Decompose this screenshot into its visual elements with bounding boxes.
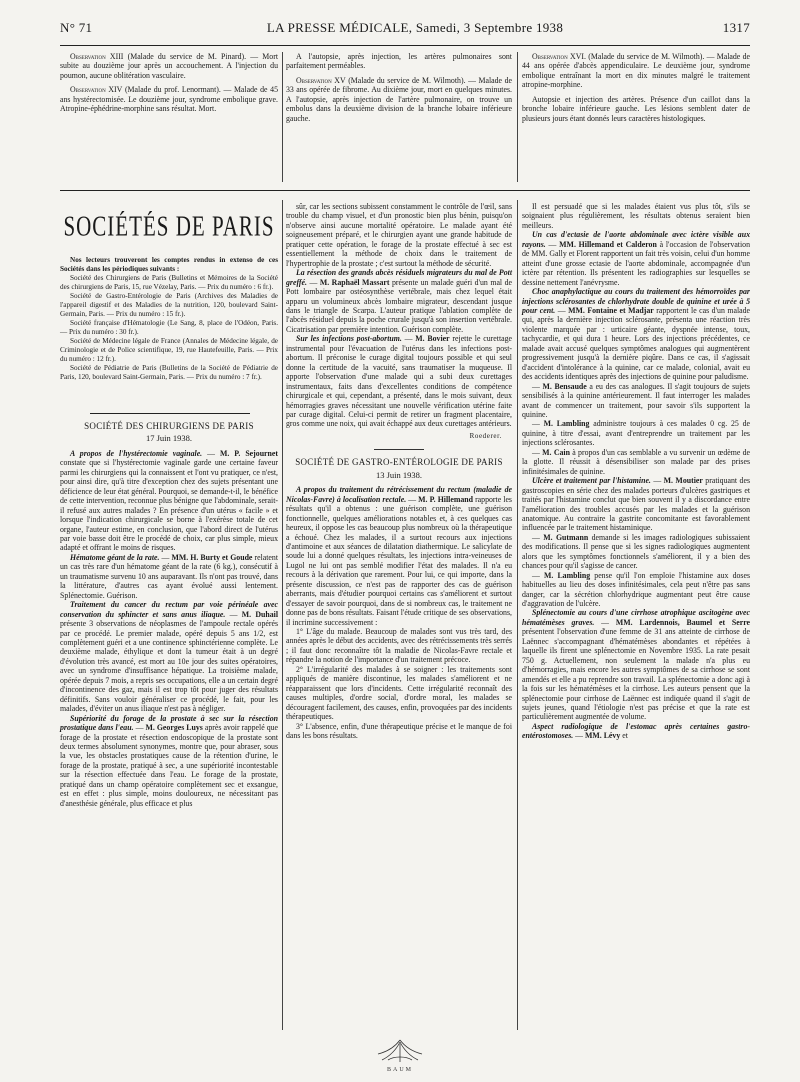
article-text: 2° L'irrégularité des malades à se soigner : les traitements sont appliqués de manière discontinue, les malades s'améliorent et ne réapparaissent que lors d'incidents. Cette irrégularité reconnaît des causes multiples, d'ordre social, d'ordre moral, les malades se découragent facilement, des causes, enfin, provoquées par des incidents thérapeutiques. bbox=[286, 664, 512, 722]
societe-entry: Société de Pédiatrie de Paris (Bulletins de la Société de Pédiatrie de Paris, 120, boulevard Saint-Germain, Paris. — Prix du numéro : 7 fr.). bbox=[60, 364, 278, 381]
societes-title: SOCIÉTÉS DE PARIS bbox=[63, 210, 275, 243]
article-text: présente 3 observations de néoplasmes de l'ampoule rectale opérés par ce procédé. Le premier malade, opéré depuis 5 ans 1/2, est complètement guéri et a une continence sphinctérienne complète. Le deuxième malade, éthylique et dont la tumeur était à un degré d'évolution très avancé, est mort au 10e jour des suites opératoires, avec un syndrome d'insuffisance hépatique. La troisième malade, opérée depuis 7 mois, a repris ses occupations, elle a un certain degré d'incontinence des gaz, mais il est trop tôt pour juger des résultats définitifs. Sans vouloir généraliser ce procédé, le fait, pour les malades, d'éviter un anus iliaque n'est pas à négliger. bbox=[60, 619, 278, 714]
gastro-title: SOCIÉTÉ DE GASTRO-ENTÉROLOGIE DE PARIS bbox=[295, 457, 503, 468]
article-text: sûr, car les sections subissent constamment le contrôle de l'œil, sans trouble du champ visuel, et d'un pronostic bien plus bénin, puisqu'on n'observe ainsi aucune mortalité opératoire. Le malade ayant été soigneusement préparé, et le chirurgien ayant une grande habitude de pratiquer cette opération, le forage de la prostate effectué à sec est essentiellement la méthode de choix dans le traitement de l'hypertrophie de la prostate ; c'est surtout la méthode de sécurité. bbox=[286, 202, 512, 268]
article-text: pense qu'il l'on emploie l'histamine aux doses habituelles au lieu des doses infinitésimales, cela peut n'être pas sans danger, car la sécrétion chlorhydrique augmentant peut être cause d'aggravation de l'ulcère. bbox=[522, 570, 750, 609]
societes-intro-text: Nos lecteurs trouveront les comptes rendus in extenso de ces Sociétés dans les périodiques suivants : bbox=[60, 256, 278, 273]
middle-column bbox=[286, 202, 512, 740]
article-heading: Sur les infections post-abortum. bbox=[296, 334, 402, 344]
article-author: M. Bensaude bbox=[542, 381, 587, 391]
article-paragraph: A propos de l'hystérectomie vaginale. — M. P. Sejournet constate que si l'hystérectomie vaginale garde une certaine faveur parmi les chirurgiens qui la connaissent et l'ont vu pratiquer, ce n'est, pour ainsi dire, qu'à titre d'exception chez des sujets présentant une déficience de leur état général. Pourquoi, se demande-t-il, le bénéfice de cette intervention, reconnue plus bénigne que l'abdominale, serait-il refusé aux autres malades ? En présence d'un utérus « facile » et lorsque l'indication chirurgicale se borne à l'exérèse totale de cet organe, l'auteur estime, en conclusion, que l'abord direct de l'utérus par voie basse doit être le procédé de choix, car plus simple, mieux adapté et offrant le moins de risques. bbox=[60, 448, 278, 553]
article-text: Il est persuadé que si les malades étaient vus plus tôt, s'ils se soignaient plus régulièrement, les résultats obtenus seraient bien meilleurs. bbox=[522, 202, 750, 230]
article-heading: Supériorité du forage de la prostate à sec sur la résection prostatique dans l'eau. bbox=[60, 713, 278, 733]
article-paragraph: A propos du traitement du rétrécissement du rectum (maladie de Nicolas-Favre) à localisation rectale. — M. P. Hillemand rapporte les résultats qu'il a obtenus : une guérison complète, une guérison fonctionnelle, quelques améliorations notables et, à ces quelques cas heureux, il oppose les cas beaucoup plus nombreux où la thérapeutique a échoué. Chez les malades, il a surtout recours aux injections d'antimoine et aux séances de dilatation diathermique. Le salicylate de soude lui a donné quelques résultats, les injections intra-veineuses de Lugol ne lui ont pas semblé modifier l'état des malades. Il n'a eu recours à la dérivation que rarement. Pour lui, ce qui importe, dans la présente discussion, ce n'est pas de rapporter des cas de guérison aberrants, mais d'étudier pourquoi certains cas s'améliorent et surtout d'essayer de savoir pourquoi, dans de si nombreux cas, le traitement ne donne pas de bons résultats. Faisant l'étude critique de ses observations, il incrimine successivement : bbox=[286, 485, 512, 627]
journal-title: LA PRESSE MÉDICALE, Samedi, 3 Septembre 1938 bbox=[266, 20, 564, 35]
article-author: M. Raphaël Massart bbox=[319, 277, 390, 287]
article-text: 3° L'absence, enfin, d'une thérapeutique précise et le manque de foi dans les bons résultats. bbox=[286, 721, 512, 741]
article-text: présentent l'observation d'une femme de 31 ans atteinte de cirrhose de Laënnec s'accompagnant d'hématémèses abondantes et répétées à laquelle ils firent une splénectomie en Novembre 1935. La rate pesait 750 g. Actuellement, non seulement la malade n'a plus eu d'hémorragies, mais encore les autres symptômes de sa cirrhose se sont amendés et elle a pu reprendre son travail. La splénectomie a donc agi à la fois sur les hématémèses et la cirrhose. Les auteurs pensent que la splénectomie pour cirrhose de Laënnec est indiquée quand il s'agit de sujets jeunes, quand l'étiologie n'est pas précise et que la rate est particulièrement augmentée de volume. bbox=[522, 627, 750, 722]
article-heading: A propos du traitement du rétrécissement du rectum (maladie de Nicolas-Favre) à localisation rectale. bbox=[286, 485, 512, 504]
societes-intro bbox=[60, 256, 278, 382]
article-text: administre toujours à ces malades 0 cg. 25 de quinine, à titre d'essai, avant d'entreprendre un traitement par les injections sclérosantes. bbox=[522, 419, 750, 448]
column-divider bbox=[282, 52, 283, 182]
article-author: M. Lambling bbox=[543, 570, 591, 580]
societe-entry: Société de Médecine légale de France (Annales de Médecine légale, de Criminologie et de Police scientifique, 19, rue Hautefeuille, Paris. — Prix du numéro : 12 fr.). bbox=[60, 337, 278, 363]
article-author: M. Bovier bbox=[415, 334, 450, 344]
article-author: M. Lambling bbox=[543, 419, 590, 429]
article-heading: La résection des grands abcès résiduels migrateurs du mal de Pott greffé. bbox=[286, 268, 512, 287]
article-paragraph: Aspect radiologique de l'estomac après certaines gastro-entérostomoses. — MM. Lévy et bbox=[522, 721, 750, 741]
article-paragraph bbox=[286, 665, 512, 722]
article-paragraph: Un cas d'ectasie de l'aorte abdominale avec ictère visible aux rayons. — MM. Hillemand et Calderon à l'occasion de l'observation de MM. Gally et Florent rapportent un fait très voisin, celui d'un homme atteint d'une grosse ectasie de l'aorte abdominale, accompagnée d'un ictère par rétention. Ils présentent les radiographies sur lesquelles se dessine nettement l'anévrysme. bbox=[522, 230, 751, 287]
article-author: M. Moutier bbox=[663, 476, 703, 486]
article-text: à propos d'un cas semblable a vu survenir un œdème de la glotte. Il réussit à désensibiliser son malade par des prises infinitésimales de quinine. bbox=[522, 447, 751, 476]
article-author: M. P. Hillemand bbox=[418, 494, 473, 504]
article-text: relatent un cas très rare d'un hématome géant de la rate (6 kg.), consécutif à un traumatisme survenu 10 ans auparavant. Ils n'ont pas trouvé, dans la littérature, d'autres cas ayant évolué aussi lentement. Splénectomie. Guérison. bbox=[60, 552, 278, 600]
page-number: 1317 bbox=[722, 20, 750, 35]
article-paragraph: Supériorité du forage de la prostate à sec sur la résection prostatique dans l'eau. — M. Georges Luys après avoir rappelé que forage de la prostate et résection endoscopique de la prostate sont deux termes absolument synonymes, montre que, pour abraser, sous la vue, les obstacles prostatiques cause de la rétention d'urine, le forage de la prostate, pratiqué à sec, a une supériorité incontestable sur la résection effectuée dans l'eau. Le forage de la prostate, pratiqué dans un champ opératoire complètement sec et exsangue, est en effet : plus simple, moins douloureux, ne nécessitant pas d'anesthésie générale, plus efficace et plus bbox=[60, 713, 279, 808]
article-heading: A propos de l'hystérectomie vaginale. bbox=[70, 448, 203, 458]
societe-entry: Société française d'Hématologie (Le Sang, 8, place de l'Odéon, Paris. — Prix du numéro : 30 fr.). bbox=[60, 319, 278, 336]
observation-paragraph bbox=[286, 52, 512, 71]
top-column-2 bbox=[286, 52, 512, 128]
column-divider bbox=[282, 200, 283, 1030]
article-author: MM. Hillemand et Calderon bbox=[559, 239, 657, 249]
observation-lead: Observation XVI bbox=[532, 52, 584, 61]
article-paragraph: — M. Bensaude a eu des cas analogues. Il s'agit toujours de sujets sensibilisés à la quinine antérieurement. Il faut interroger les malades avant de commencer un traitement, pour savoir s'ils supportent la quinine. bbox=[522, 381, 750, 419]
top-column-1 bbox=[60, 52, 278, 119]
issue-number: N° 71 bbox=[60, 20, 93, 35]
article-paragraph bbox=[286, 202, 512, 268]
observation-text: (Malade du service de M. Pinard). — Mort subite au douzième jour après un accouchement. A l'injection du poumon, aucune oblitération vasculaire. bbox=[60, 52, 278, 80]
observation-text: (Malade du prof. Lenormant). — Malade de 45 ans hystérectomisée. Le douzième jour, syndrome embolique grave. Atropine-éphédrine-morphine sans résultat. Mort. bbox=[60, 85, 278, 114]
article-author: MM. Fontaine et Madjar bbox=[568, 305, 654, 315]
right-column bbox=[522, 202, 750, 741]
article-paragraph: — M. Cain à propos d'un cas semblable a vu survenir un œdème de la glotte. Il réussit à désensibiliser son malade par des prises infinitésimales de quinine. bbox=[522, 447, 751, 476]
article-paragraph bbox=[522, 202, 750, 230]
observation-text: Autopsie et injection des artères. Présence d'un caillot dans la bronche lobaire inférieure gauche. Les lésions semblent dater de plusieurs jours étant donnés leurs caractères histologiques. bbox=[522, 94, 750, 123]
article-text: demande si les images radiologiques subissaient des modifications. Il pense que si les signes radiologiques augmentent alors que les symptômes fonctionnels s'améliorent, il y a bien des chances pour qu'il s'agisse de cancer. bbox=[522, 532, 751, 571]
article-heading: Ulcère et traitement par l'histamine. bbox=[532, 476, 651, 486]
top-column-3 bbox=[522, 52, 750, 128]
observation-lead: Observation XV bbox=[296, 75, 346, 85]
article-author: M. P. Sejournet bbox=[219, 448, 278, 458]
observation-paragraph bbox=[522, 52, 750, 90]
short-rule bbox=[90, 413, 250, 414]
chirurgiens-column-1 bbox=[60, 418, 278, 808]
article-text: rejette le curettage instrumental pour l'évacuation de l'utérus dans les infections post-abortum. Il préconise le curage digital toujours possible et qui seul donne la certitude de la vacuité, sans traumatiser la muqueuse. Il apporte l'observation d'une malade qui a subi deux curettages instrumentaux, faits dans d'excellentes conditions de compétence chirurgicale et qui, cependant, a présenté, dans le mois suivant, deux hémorragies graves nécessitant une nouvelle vérification utérine faite par curage digital. Celui-ci permit de retirer un fragment placentaire, gros comme une noix, qui avait échappé aux deux curettages antérieurs. bbox=[286, 334, 513, 429]
article-text: rapportent le cas d'un malade qui, après la dernière injection sclérosante, présenta une réaction très violente marquée par : urticaire géante, dyspnée intense, toux, tachycardie, et qui dura 1 heure. Lors des injections précédentes, ce malade avait accusé quelques symptômes analogues qui augmentèrent progressivement jusqu'à la dernière piqûre. Dans ce cas, il s'agissait d'accident d'intolérance à la quinine, car ce malade, colonial, avait eu des accidents identiques après des injections de quinine pour paludisme. bbox=[522, 305, 751, 382]
article-paragraph: — M. Lambling pense qu'il l'on emploie l'histamine aux doses habituelles au lieu des doses infinitésimales, cela peut n'être pas sans danger, car la sécrétion chlorhydrique augmentant peut être cause d'aggravation de l'ulcère. bbox=[522, 570, 750, 609]
article-author: MM. H. Burty et Goude bbox=[171, 552, 253, 562]
article-author: MM. Lévy bbox=[584, 731, 621, 741]
page-header bbox=[60, 20, 750, 46]
article-author: M. Gutmann bbox=[543, 532, 589, 542]
article-paragraph: — M. Gutmann demande si les images radiologiques subissaient des modifications. Il pense que si les signes radiologiques augmentent alors que les symptômes fonctionnels s'améliorent, il y a bien des chances pour qu'il s'agisse de cancer. bbox=[522, 532, 751, 571]
article-text: à l'occasion de l'observation de MM. Gally et Florent rapportent un fait très voisin, celui d'un homme atteint d'une grosse ectasie de l'aorte abdominale, accompagnée d'un ictère par rétention. Ils présentent les radiographies sur lesquelles se dessine nettement l'anévrysme. bbox=[522, 239, 751, 287]
signature: Roederer. bbox=[469, 431, 502, 440]
column-divider bbox=[517, 52, 518, 182]
article-text: après avoir rappelé que forage de la prostate et résection endoscopique de la prostate sont deux termes absolument synonymes, montre que, pour abraser, sous la vue, les obstacles prostatiques cause de la rétention d'urine, le forage de la prostate, pratiqué à sec, a une supériorité incontestable sur la résection effectuée dans l'eau. Le forage de la prostate, pratiqué dans un champ opératoire complètement sec et exsangue, est en effet : plus simple, moins douloureux, ne nécessitant pas d'anesthésie générale, plus efficace et plus bbox=[60, 723, 279, 808]
observation-paragraph bbox=[286, 76, 512, 123]
section-rule bbox=[60, 190, 750, 191]
observation-text: (Malade du service de M. Wilmoth). — Malade de 33 ans opérée de fibrome. Au dixième jour, mort en quelques minutes. A l'autopsie, après injection de l'artère pulmonaire, on trouve un embolus dans la deuxième division de la branche lobaire inférieure gauche. bbox=[286, 75, 512, 123]
article-paragraph: La résection des grands abcès résiduels migrateurs du mal de Pott greffé. — M. Raphaël Massart présente un malade guéri d'un mal de Pott lombaire par ostéosynthèse vertébrale, mais chez lequel était apparu un volumineux abcès lombaire migrateur, descendant jusque dans le triangle de Scarpa. L'auteur pratique l'ablation complète de l'abcès résiduel depuis la poche crurale jusqu'à son insertion vertébrale. Cicatrisation par première intention. Guérison complète. bbox=[286, 268, 512, 334]
observation-paragraph bbox=[522, 95, 750, 123]
chirurgiens-date: 17 Juin 1938. bbox=[145, 433, 193, 444]
article-text: constate que si l'hystérectomie vaginale garde une certaine faveur parmi les chirurgiens qui la connaissent et l'ont vu pratiquer, ce n'est, pour ainsi dire, qu'à titre d'exception chez des sujets présentant une déficience de leur état général. Pourquoi, se demande-t-il, le bénéfice de cette intervention, reconnue plus bénigne que l'abdominale, serait-il refusé aux autres malades ? En présence d'un utérus « facile » et lorsque l'indication chirurgicale se borne à l'exérèse totale de cet organe, l'auteur estime, en conclusion, que l'abord direct de l'utérus par voie basse doit être le procédé de choix, car plus simple, mieux adapté et offrant le moins de risques. bbox=[60, 458, 278, 553]
column-divider bbox=[517, 200, 518, 1030]
article-text: pratiquant des gastroscopies en série chez des malades porteurs d'ulcères gastriques et traités par l'histamine conclut que bien souvent il y a discordance entre l'amélioration des troubles accusés par les malades et la guérison anatomique. Au contraire la gastrite concomitante est favorablement influencée par le traitement histaminique. bbox=[522, 476, 751, 533]
article-heading: Hématome géant de la rate. bbox=[70, 552, 160, 562]
article-paragraph: Hématome géant de la rate. — MM. H. Burty et Goude relatent un cas très rare d'un hématome géant de la rate (6 kg.), consécutif à un traumatisme survenu 10 ans auparavant. Ils n'ont pas trouvé, dans la littérature, d'autres cas ayant évolué aussi lentement. Splénectomie. Guérison. bbox=[60, 552, 278, 600]
short-rule bbox=[374, 449, 424, 450]
article-paragraph: Splénectomie au cours d'une cirrhose atrophique ascitogène avec hématémèses graves. — MM. Lardennois, Baumel et Serre présentent l'observation d'une femme de 31 ans atteinte de cirrhose de Laënnec s'accompagnant d'hématémèses abondantes et répétées à laquelle ils firent une splénectomie en Novembre 1935. La rate pesait 750 g. Actuellement, non seulement la malade n'a plus eu d'hémorragies, mais encore les autres symptômes de sa cirrhose se sont amendés et elle a pu reprendre son travail. La splénectomie a donc agi à la fois sur les hématémèses et la cirrhose. Les auteurs pensent que la splénectomie pour cirrhose de Laënnec est indiquée quand il s'agit de sujets jeunes, quand l'étiologie n'est pas précise et que la rate est particulièrement augmentée de volume. bbox=[522, 608, 751, 722]
article-heading: Traitement du cancer du rectum par voie périnéale avec conservation du sphincter et sans anus iliaque. bbox=[60, 600, 278, 619]
article-author: MM. Lardennois, Baumel et Serre bbox=[615, 617, 751, 627]
article-paragraph: — M. Lambling administre toujours à ces malades 0 cg. 25 de quinine, à titre d'essai, avant d'entreprendre un traitement par les injections sclérosantes. bbox=[522, 419, 750, 448]
article-text: a eu des cas analogues. Il s'agit toujours de sujets sensibilisés à la quinine antérieurement. Il faut interroger les malades avant de commencer un traitement, pour savoir s'ils supportent la quinine. bbox=[522, 381, 750, 419]
article-heading: Splénectomie au cours d'une cirrhose atrophique ascitogène avec hématémèses graves. bbox=[522, 608, 750, 627]
article-text: rapporte les résultats qu'il a obtenus : une guérison complète, une guérison fonctionnelle, quelques améliorations notables et, à ces quelques cas heureux, il oppose les cas beaucoup plus nombreux où la thérapeutique a échoué. Chez les malades, il a surtout recours aux injections d'antimoine et aux séances de dilatation diathermique. Le salicylate de soude lui a donné quelques résultats, les injections intra-veineuses de Lugol ne lui ont pas semblé modifier l'état des malades. Il n'a eu recours à la dérivation que rarement. Pour lui, ce qui importe, dans la présente discussion, ce n'est pas de rapporter des cas de guérison aberrants, mais d'étudier pourquoi certains cas s'améliorent et surtout d'essayer de savoir pourquoi, dans de si nombreux cas, le traitement ne donne pas de bons résultats. Faisant l'étude critique de ses observations, il incrimine successivement : bbox=[286, 494, 512, 627]
article-text: 1° L'âge du malade. Beaucoup de malades sont vus très tard, des années après le début des accidents, avec des rétrécissements très serrés ; il faut donc reconnaître tôt la maladie de Nicolas-Favre rectale et répandre la notion de l'importance d'un traitement précoce. bbox=[286, 627, 512, 665]
observation-paragraph bbox=[60, 52, 278, 80]
article-author: M. Duhail bbox=[241, 609, 279, 619]
article-text: présente un malade guéri d'un mal de Pott lombaire par ostéosynthèse vertébrale, mais chez lequel était apparu un volumineux abcès lombaire migrateur, descendant jusque dans le triangle de Scarpa. L'auteur pratique l'ablation complète de l'abcès résiduel depuis la poche crurale jusqu'à son insertion vertébrale. Cicatrisation par première intention. Guérison complète. bbox=[286, 277, 512, 334]
article-paragraph: Traitement du cancer du rectum par voie périnéale avec conservation du sphincter et sans anus iliaque. — M. Duhail présente 3 observations de néoplasmes de l'ampoule rectale opérés par ce procédé. Le premier malade, opéré depuis 5 ans 1/2, est complètement guéri et a une continence sphinctérienne complète. Le deuxième malade, éthylique et dont la tumeur était à un degré d'évolution très avancé, est mort au 10e jour des suites opératoires, avec un syndrome d'insuffisance hépatique. La troisième malade, opérée depuis 7 mois, a repris ses occupations, elle a un certain degré d'incontinence des gaz, mais il est trop tôt pour juger des résultats définitifs. Sans vouloir généraliser ce procédé, le fait, pour les malades, d'éviter un anus iliaque n'est pas à négliger. bbox=[60, 600, 279, 714]
gastro-date: 13 Juin 1938. bbox=[375, 469, 423, 480]
article-heading: Aspect radiologique de l'estomac après certaines gastro-entérostomoses. bbox=[522, 721, 750, 741]
printer-logo-icon bbox=[364, 1034, 436, 1074]
observation-paragraph bbox=[60, 85, 278, 113]
societe-entry: Société de Gastro-Entérologie de Paris (Archives des Maladies de l'appareil digestif et des Maladies de la nutrition, 120, boulevard Saint-Germain, Paris. — Prix du numéro : 15 fr.). bbox=[60, 292, 278, 318]
article-author: M. Cain bbox=[542, 447, 570, 457]
logo-text: BAUM bbox=[386, 1067, 414, 1073]
article-heading: Un cas d'ectasie de l'aorte abdominale avec ictère visible aux rayons. bbox=[522, 230, 750, 249]
observation-text: A l'autopsie, après injection, les artères pulmonaires sont parfaitement perméables. bbox=[286, 52, 512, 71]
observation-lead: Observation XIV bbox=[70, 85, 123, 95]
article-paragraph bbox=[286, 627, 512, 665]
article-paragraph bbox=[286, 722, 512, 741]
article-paragraph: Ulcère et traitement par l'histamine. — M. Moutier pratiquant des gastroscopies en série chez des malades porteurs d'ulcères gastriques et traités par l'histamine conclut que bien souvent il y a discordance entre l'amélioration des troubles accusés par les malades et la guérison anatomique. Au contraire la gastrite concomitante est favorablement influencée par le traitement histaminique. bbox=[522, 476, 751, 533]
article-author: M. Georges Luys bbox=[145, 723, 203, 733]
article-paragraph: Choc anaphylactique au cours du traitement des hémorroïdes par injections sclérosantes de chlorhydrate double de quinine et urée à 5 pour cent. — MM. Fontaine et Madjar rapportent le cas d'un malade qui, après la dernière injection sclérosante, présenta une réaction très violente marquée par : urticaire géante, dyspnée intense, toux, tachycardie, et qui dura 1 heure. Lors des injections précédentes, ce malade avait accusé quelques symptômes analogues qui augmentèrent progressivement jusqu'à la dernière piqûre. Dans ce cas, il s'agissait d'accident d'intolérance à la quinine, car ce malade, colonial, avait eu des accidents identiques après des injections de quinine pour paludisme. bbox=[522, 287, 751, 382]
article-text: et bbox=[620, 731, 628, 741]
observation-lead: Observation XIII bbox=[70, 52, 124, 61]
article-paragraph: Sur les infections post-abortum. — M. Bovier rejette le curettage instrumental pour l'évacuation de l'utérus dans les infections post-abortum. Il préconise le curage digital toujours possible et qui seul donne la certitude de la vacuité, sans traumatiser la muqueuse. Il apporte l'observation d'une malade qui a subi deux curettages instrumentaux, faits dans d'excellentes conditions de compétence chirurgicale et qui, cependant, a présenté, dans le mois suivant, deux hémorragies graves nécessitant une nouvelle vérification utérine faite par curage digital. Celui-ci permit de retirer un fragment placentaire, gros comme une noix, qui avait échappé aux deux curettages antérieurs. bbox=[286, 334, 513, 429]
chirurgiens-title: SOCIÉTÉ DES CHIRURGIENS DE PARIS bbox=[84, 421, 254, 431]
article-heading: Choc anaphylactique au cours du traitement des hémorroïdes par injections sclérosantes de chlorhydrate double de quinine et urée à 5 pour cent. bbox=[522, 287, 750, 315]
societe-entry: Société des Chirurgiens de Paris (Bulletins et Mémoires de la Société des chirurgiens de Paris, 15, rue Vézelay, Paris. — Prix du numéro : 6 fr.). bbox=[60, 274, 278, 291]
observation-text: . (Malade du service de M. Wilmoth). — Malade de 44 ans opérée d'abcès appendiculaire. Le deuxième jour, syndrome embolique entraînant la mort en dix minutes malgré le traitement atropine-morphine. bbox=[522, 52, 750, 90]
